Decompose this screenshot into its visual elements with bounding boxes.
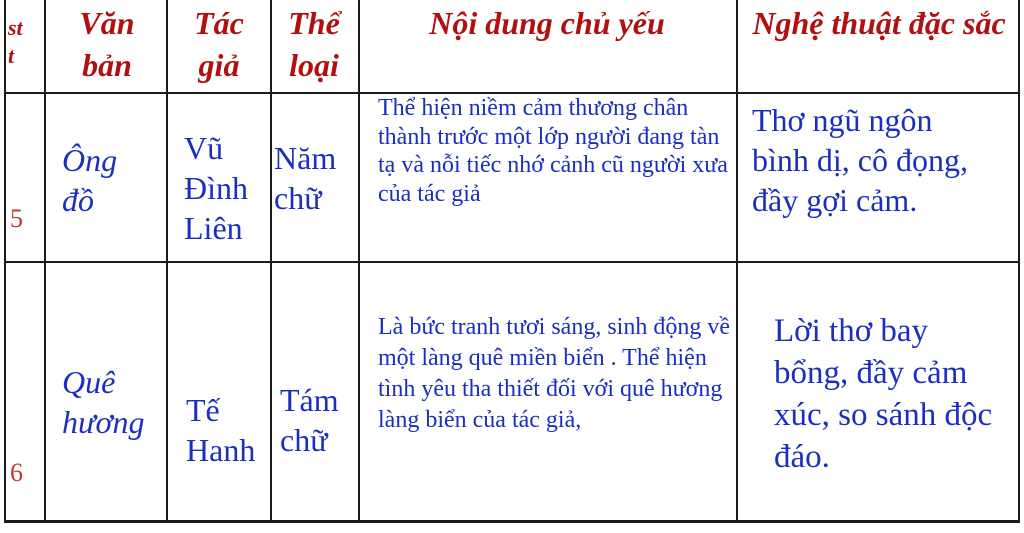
- row-divider-5: [4, 261, 1020, 263]
- col-divider-1: [44, 0, 46, 523]
- row-5-the-loai: Năm chữ: [274, 140, 337, 216]
- header-stt: st t: [8, 15, 23, 68]
- header-van-ban: Văn bản: [79, 5, 135, 83]
- row-5-van-ban: Ông đồ: [62, 142, 118, 218]
- row-5-noi-dung: Thể hiện niềm cảm thương chân thành trước một lớp người đang tàn tạ và nỗi tiếc nhớ cảnh cũ người xưa của tác giả: [378, 95, 728, 207]
- row-6-van-ban: Quê hương: [62, 364, 145, 440]
- col-divider-3: [270, 0, 272, 523]
- table-bottom-border: [4, 520, 1020, 523]
- row-6-noi-dung: Là bức tranh tươi sáng, sinh động về một làng quê miền biển . Thể hiện tình yêu tha thiết đối với quê hương làng biển của tác giả,: [378, 314, 730, 433]
- header-the-loai: Thể loại: [288, 5, 340, 83]
- col-divider-5: [736, 0, 738, 523]
- row-6-the-loai: Tám chữ: [280, 382, 339, 458]
- header-noi-dung: Nội dung chủ yếu: [429, 5, 665, 41]
- table-right-border: [1018, 0, 1020, 523]
- row-6-nghe-thuat: Lời thơ bay bổng, đầy cảm xúc, so sánh độc đáo.: [774, 313, 993, 475]
- row-6-tac-gia: Tế Hanh: [186, 392, 256, 468]
- col-divider-2: [166, 0, 168, 523]
- header-nghe-thuat: Nghệ thuật đặc sắc: [752, 5, 1006, 41]
- header-tac-gia: Tác giả: [194, 5, 244, 83]
- row-5-stt: 5: [10, 204, 23, 233]
- col-divider-4: [358, 0, 360, 523]
- row-5-tac-gia: Vũ Đình Liên: [184, 130, 248, 246]
- table-left-border: [4, 0, 6, 523]
- row-6-stt: 6: [10, 458, 23, 487]
- row-5-nghe-thuat: Thơ ngũ ngôn bình dị, cô đọng, đầy gợi cảm.: [752, 102, 968, 218]
